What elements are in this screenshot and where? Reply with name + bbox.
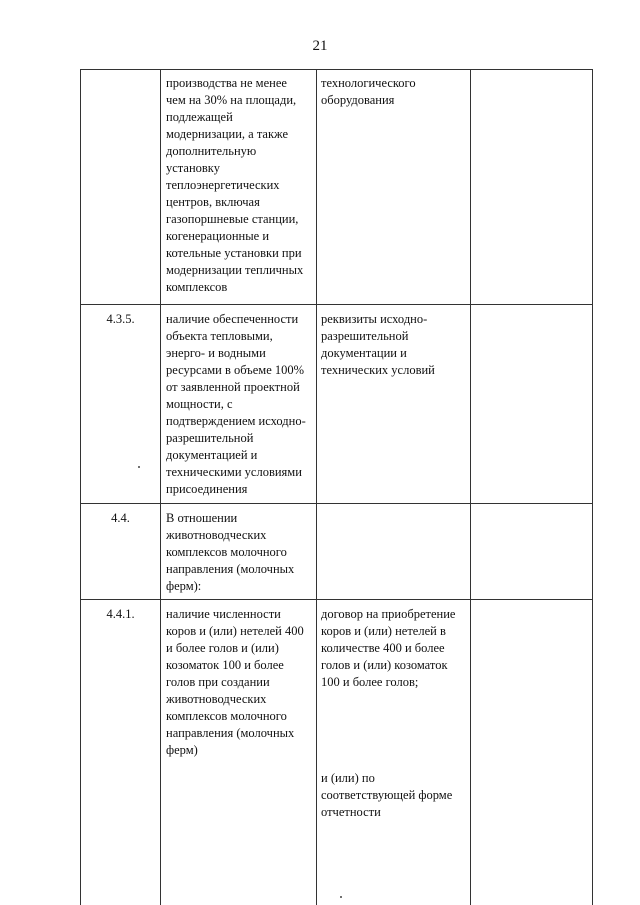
table-border-left bbox=[80, 69, 81, 905]
table-border-col3 bbox=[470, 69, 471, 905]
document-text: технологического оборудования bbox=[321, 76, 416, 107]
row-divider bbox=[80, 599, 592, 600]
row-divider bbox=[80, 503, 592, 504]
row-number: 4.3.5. bbox=[106, 312, 135, 326]
criterion-text: В отношении животноводческих комплексов молочного направления (молочных ферм): bbox=[166, 511, 295, 593]
criterion-text: наличие обеспеченности объекта тепловыми, энерго- и водными ресурсами в объеме 100% от заявленной проектной мощности, с подтверждением исходно-разрешительной документацией и техническими условиями присоединения bbox=[166, 312, 306, 496]
row-divider bbox=[80, 304, 592, 305]
scan-speck bbox=[340, 896, 342, 898]
criterion-text: производства не менее чем на 30% на площади, подлежащей модернизации, а также дополнительную установку теплоэнергетических центров, включая газопоршневые станции, когенерационные и котельные установки при модернизации тепличных комплексов bbox=[166, 76, 304, 294]
document-text: договор на приобретение коров и (или) нетелей в количестве 400 и более голов и (или) козоматок 100 и более голов; bbox=[321, 607, 456, 689]
document-text-continued: и (или) по соответствующей форме отчетности bbox=[321, 771, 453, 819]
page-number: 21 bbox=[312, 38, 328, 54]
row-number: 4.4. bbox=[111, 511, 130, 525]
scan-speck bbox=[138, 466, 140, 468]
table-border-top bbox=[80, 69, 592, 70]
row-number: 4.4.1. bbox=[106, 607, 135, 621]
table-border-col2 bbox=[316, 69, 317, 905]
table-border-col1 bbox=[160, 69, 161, 905]
criterion-text: наличие численности коров и (или) нетелей 400 и более голов и (или) козоматок 100 и более голов при создании животноводческих комплексов молочного направления (молочных ферм) bbox=[166, 607, 304, 757]
document-text: реквизиты исходно-разрешительной документации и технических условий bbox=[321, 312, 435, 377]
table-border-right bbox=[592, 69, 593, 905]
